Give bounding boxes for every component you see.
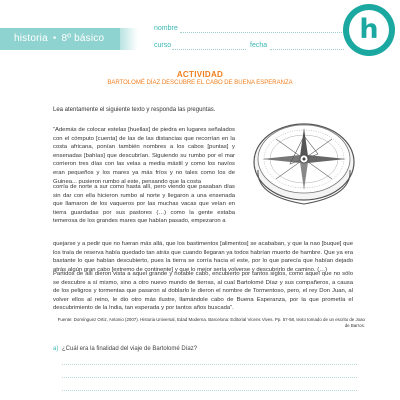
course-field[interactable] — [154, 41, 246, 51]
question-text: ¿Cuál era la finalidad del viaje de Bartolomé Díaz? — [62, 346, 198, 352]
source-citation: Fuente: Domínguez Ortiz, Antonio (2007). Historia Universal, Edad Moderna. Barcelona: Editorial Vicens Vives. Pp. 57-58, texto tomado de un escrito de Joao de Barros. — [57, 317, 365, 328]
h-logo-icon: h — [359, 14, 379, 45]
grade-name: 8º básico — [61, 33, 105, 44]
name-line[interactable] — [180, 32, 344, 33]
answer-line[interactable] — [62, 377, 357, 378]
activity-subtitle: BARTOLOMÉ DÍAZ DESCUBRE EL CABO DE BUENA ESPERANZA — [107, 80, 293, 86]
paragraph-2: corría de norte a sur como hasta allí, pero viendo que pasaban días sin dar con ella hicieron rumbo al norte y llegaron a una ensenada que llamaron de los vaqueros por las muchas vacas que veían en tierra guardadas por sus pastores (…) como la gente estaba temerosa de los grandes mares que habían pasado, empezaron a — [53, 184, 235, 225]
name-label: nombre — [154, 25, 178, 32]
paragraph-4: Partidos de allí dieron vista a aquel grande y notable cabo, encubierto por tantos siglos, como aquel que no sólo se descubre a sí mismo, sino a otro nuevo mundo de tierras, al cual Bartolomé Díaz y sus compañeros, a causa de los peligros y tormentas que pasaron al doblarlo le dieron el nombre de Tormentoso, pero, el rey Don Juan, al volver ellos al reino, le dio otro más ilustre, llamándole cabo de Buena Esperanza, por la que prometía el descubrimiento de la India, tan esperada y por tantos años buscada”. — [53, 271, 353, 312]
answer-line[interactable] — [62, 364, 357, 365]
subject-band-fade — [120, 28, 138, 50]
activity-title: ACTIVIDAD — [176, 70, 224, 79]
course-label: curso — [154, 42, 172, 49]
subject-name: historia — [14, 33, 48, 44]
separator-bullet: • — [52, 33, 57, 44]
instructions: Lea atentamente el siguiente texto y responda las preguntas. — [53, 107, 216, 113]
question-number: a) — [53, 346, 59, 352]
date-line[interactable] — [270, 49, 344, 50]
date-label: fecha — [250, 42, 268, 49]
answer-line[interactable] — [62, 390, 357, 391]
paragraph-1: “Además de colocar estelas [huellas] de piedra en lugares señalados con el cómputo [cuenta] de las de las distancias que recorrían en la costa africana, ponían también nombres a los cabos [puntas] y ensenadas [bahías] que descubrían. Siguiendo su rumbo por el mar corrieron tres días con las velas a media mástil y como los navíos eran pequeños y los mares ya más fríos y no tales como los de Guinea... pusieron rumbo al este, pensando que la costa — [53, 127, 235, 185]
date-field[interactable] — [250, 41, 344, 51]
course-line[interactable] — [172, 49, 246, 50]
subject-label — [14, 33, 104, 44]
name-field[interactable] — [154, 24, 344, 34]
paragraph-3: quejarse y a pedir que no fueran más allá, que los bastimentos [alimentos] se acababan, y que la nao [buque] que los traía de reserva había quedado tan atrás que cuando llegaran ya todos habrían muerto de hambre. Que ya era bastante lo que habían descubierto, pues la tierra se corría hacia el este, por lo que parecía que habían dejado atrás algún gran cabo [extremo de continente] y que lo mejor sería volverse y descubrirlo de camino. (…) — [53, 241, 353, 273]
compass-rose-illustration — [246, 106, 362, 210]
